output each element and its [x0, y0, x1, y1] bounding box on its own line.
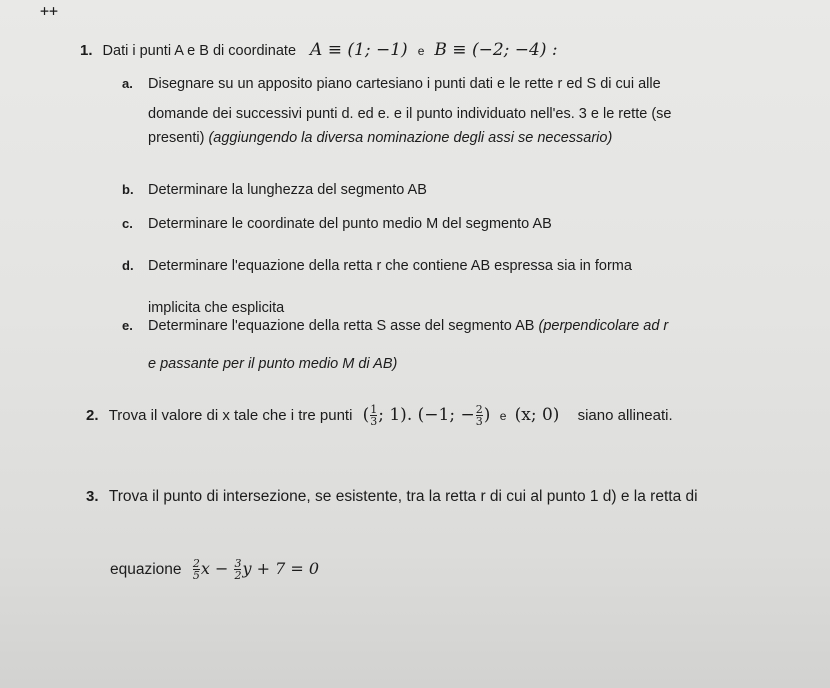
p1-open: ( [362, 405, 370, 425]
point-p3: (x; 0) [514, 405, 560, 425]
p2-open: (−1; − [417, 405, 475, 425]
eq-frac-2 [234, 558, 241, 581]
item-e-text-italic: (perpendicolare ad r [538, 318, 669, 334]
p2-close: ) [483, 405, 491, 425]
item-a-line3-italic: (aggiungendo la diversa nominazione degli assi se necessario) [208, 130, 613, 146]
point-p2 [417, 403, 496, 428]
item-d-line2: implicita che esplicita [148, 300, 285, 316]
question-1-intro: Dati i punti A e B di coordinate [102, 43, 297, 59]
p2-numerator: 2 [475, 403, 483, 416]
item-a-line3 [148, 130, 612, 146]
p2-fraction [476, 404, 483, 427]
p1-denominator: 3 [370, 415, 378, 428]
item-e-text-plain: Determinare l'equazione della retta S asse del segmento AB [148, 318, 535, 334]
question-3-text: Trova il punto di intersezione, se esistente, tra la retta r di cui al punto 1 d) e la retta di [108, 488, 698, 505]
question-3-line1 [86, 488, 698, 506]
question-3-line2 [110, 558, 319, 581]
item-e-line1 [122, 318, 668, 334]
item-d-text1: Determinare l'equazione della retta r che contiene AB espressa sia in forma [148, 258, 632, 274]
eq-frac-1-den: 5 [192, 569, 200, 582]
question-2-end: siano allineati. [577, 407, 673, 424]
p1-close: ; 1). [378, 405, 413, 425]
eq-frac-1-num: 2 [192, 557, 200, 570]
point-b: B ≡ (−2; −4) : [434, 40, 558, 60]
p1-fraction [370, 404, 377, 427]
eq-frac-2-num: 3 [234, 557, 242, 570]
item-b-text: Determinare la lunghezza del segmento AB [148, 182, 427, 198]
item-b-letter: b. [122, 182, 134, 197]
p2-denominator: 3 [475, 415, 483, 428]
question-3-label: equazione [110, 561, 182, 578]
item-d-letter: d. [122, 258, 134, 273]
item-a-line2: domande dei successivi punti d. ed e. e il punto individuato nell'es. 3 e le rette (se [148, 106, 672, 122]
header-mark: ++ [40, 2, 59, 20]
question-2-conj: e [499, 409, 507, 423]
question-1-number: 1. [80, 42, 93, 59]
item-b [122, 182, 427, 198]
question-2-text: Trova il valore di x tale che i tre punti [108, 407, 353, 424]
eq-term-1: x − [200, 559, 229, 578]
item-c-letter: c. [122, 216, 133, 231]
item-a-text1: Disegnare su un apposito piano cartesiano i punti dati e le rette r ed S di cui alle [148, 76, 661, 92]
item-c [122, 216, 552, 232]
p1-numerator: 1 [370, 403, 378, 416]
eq-frac-1 [193, 558, 200, 581]
question-1-conj: e [417, 44, 425, 58]
item-a-letter: a. [122, 76, 133, 91]
item-c-text: Determinare le coordinate del punto medio M del segmento AB [148, 216, 552, 232]
question-3-number: 3. [86, 488, 99, 505]
question-2 [86, 404, 673, 427]
point-a: A ≡ (1; −1) [310, 40, 408, 60]
item-a-line1 [122, 76, 661, 92]
item-d-line1 [122, 258, 632, 274]
item-a-line3-plain: presenti) [148, 130, 205, 146]
eq-frac-2-den: 2 [234, 569, 242, 582]
question-1-header [80, 40, 558, 60]
point-p1 [362, 403, 418, 428]
equation [192, 557, 320, 582]
item-e-letter: e. [122, 318, 133, 333]
item-e-line2: e passante per il punto medio M di AB) [148, 356, 398, 372]
question-2-number: 2. [86, 407, 99, 424]
eq-term-2: y + 7 = 0 [242, 559, 320, 578]
